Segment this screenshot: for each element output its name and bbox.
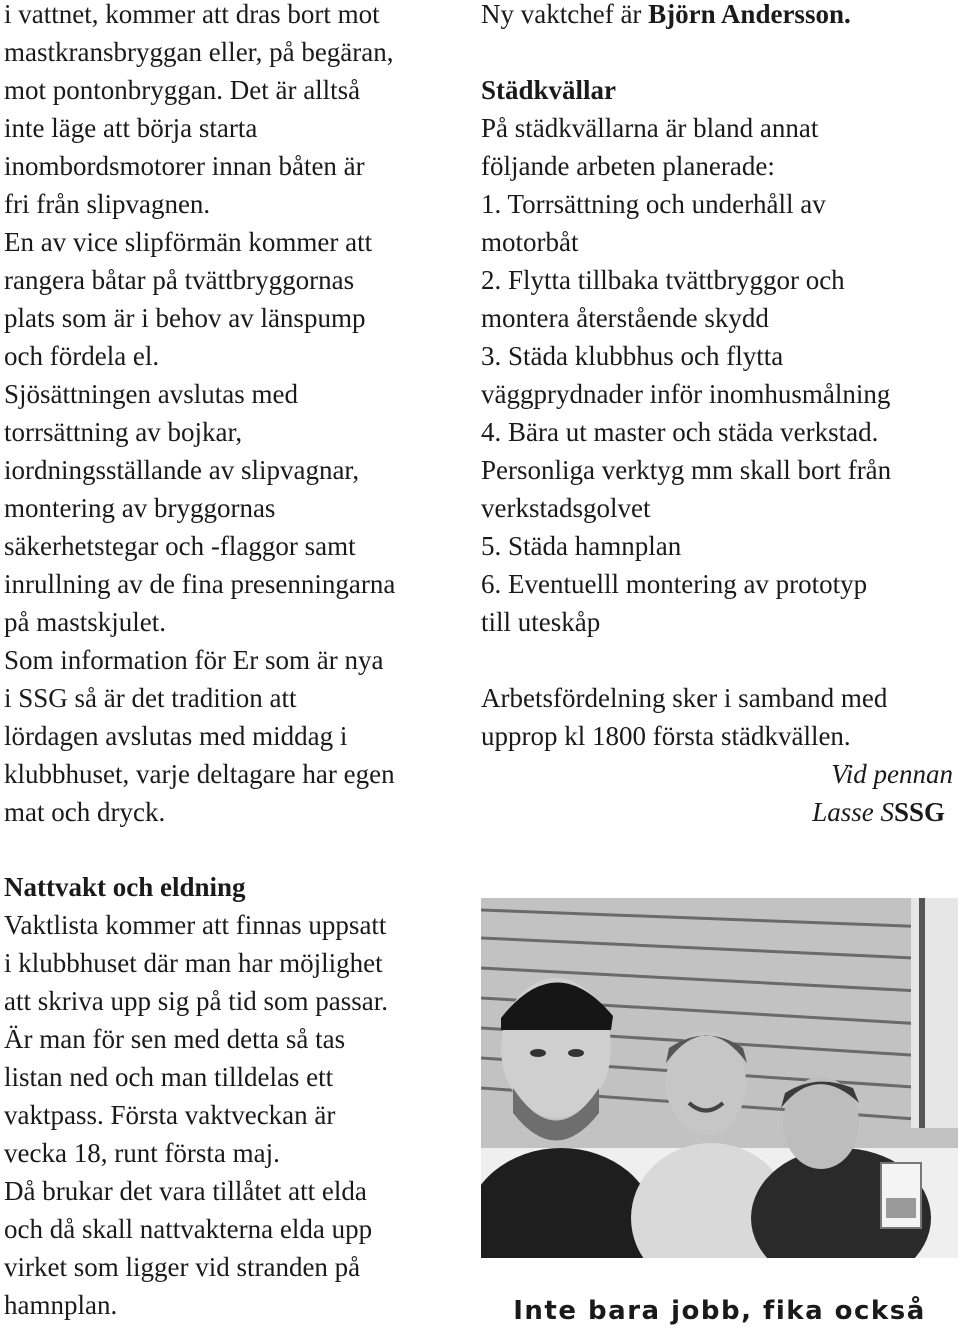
list-item: 3. Städa klubbhus och flytta: [481, 341, 784, 371]
text-line: mat och dryck.: [4, 797, 166, 827]
list-item: verkstadsgolvet: [481, 493, 651, 523]
list-item: På städkvällarna är bland annat: [481, 113, 819, 143]
text-line: virket som ligger vid stranden på: [4, 1252, 361, 1282]
text-line: listan ned och man tilldelas ett: [4, 1062, 334, 1092]
text-line: inombordsmotorer innan båten är: [4, 151, 365, 181]
list-item: 2. Flytta tillbaka tvättbryggor och: [481, 265, 845, 295]
text-line: på mastskjulet.: [4, 607, 166, 637]
text-line: i SSG så är det tradition att: [4, 683, 297, 713]
text-line: En av vice slipförmän kommer att: [4, 227, 373, 257]
section-heading-nattvakt: Nattvakt och eldning: [4, 872, 246, 902]
text-line: Då brukar det vara tillåtet att elda: [4, 1176, 367, 1206]
closing-text: Arbetsfördelning sker i samband med: [481, 683, 888, 713]
text-line: inrullning av de fina presenningarna: [4, 569, 396, 599]
photo-caption: Inte bara jobb, fika också: [513, 1296, 926, 1326]
list-item: väggprydnader inför inomhusmålning: [481, 379, 891, 409]
text-line: inte läge att börja starta: [4, 113, 258, 143]
text-line: rangera båtar på tvättbryggornas: [4, 265, 355, 295]
photo-illustration: [481, 898, 958, 1258]
text-line: i klubbhuset där man har möjlighet: [4, 948, 383, 978]
text-line: vaktpass. Första vaktveckan är: [4, 1100, 336, 1130]
text-line: vecka 18, runt första maj.: [4, 1138, 280, 1168]
text-line: och fördela el.: [4, 341, 160, 371]
list-item: motorbåt: [481, 227, 579, 257]
text-line: lördagen avslutas med middag i: [4, 721, 348, 751]
text-line: Vaktlista kommer att finnas uppsatt: [4, 910, 387, 940]
closing-text: upprop kl 1800 första städkvällen.: [481, 721, 851, 751]
list-item: 5. Städa hamnplan: [481, 531, 682, 561]
list-item: 4. Bära ut master och städa verkstad.: [481, 417, 879, 447]
text-line: klubbhuset, varje deltagare har egen: [4, 759, 395, 789]
night-watch-section: [4, 868, 464, 1328]
list-item: till uteskåp: [481, 607, 601, 637]
signature-line: Vid pennan: [831, 759, 953, 789]
section-heading-stadkvallar: Städkvällar: [481, 75, 617, 105]
text-line: hamnplan.: [4, 1290, 118, 1320]
text-line: i vattnet, kommer att dras bort mot: [4, 0, 380, 29]
signature-name: [812, 793, 945, 831]
text-line: iordningsställande av slipvagnar,: [4, 455, 360, 485]
text-line: och då skall nattvakterna elda upp: [4, 1214, 373, 1244]
right-column: [481, 0, 957, 835]
list-item: Personliga verktyg mm skall bort från: [481, 455, 892, 485]
left-column: [4, 0, 464, 835]
text-line: säkerhetstegar och -flaggor samt: [4, 531, 356, 561]
text-line: Sjösättningen avslutas med: [4, 379, 298, 409]
text-line: att skriva upp sig på tid som passar.: [4, 986, 388, 1016]
text-line: mot pontonbryggan. Det är alltså: [4, 75, 361, 105]
signature-club: SSG: [893, 797, 945, 827]
text-line: Som information för Er som är nya: [4, 645, 384, 675]
list-item: 6. Eventuelll montering av prototyp: [481, 569, 868, 599]
text-line: Är man för sen med detta så tas: [4, 1024, 346, 1054]
text-line: fri från slipvagnen.: [4, 189, 211, 219]
group-photo: [481, 898, 958, 1258]
list-item: montera återstående skydd: [481, 303, 769, 333]
text-line: plats som är i behov av länspump: [4, 303, 366, 333]
list-item: följande arbeten planerade:: [481, 151, 775, 181]
list-item: 1. Torrsättning och underhåll av: [481, 189, 826, 219]
text-line: torrsättning av bojkar,: [4, 417, 243, 447]
new-chief-prefix: Ny vaktchef är: [481, 0, 649, 29]
signature-name-text: Lasse S: [812, 797, 894, 827]
text-line: mastkransbryggan eller, på begäran,: [4, 37, 394, 67]
text-line: montering av bryggornas: [4, 493, 276, 523]
new-chief-name: Björn Andersson.: [648, 0, 851, 29]
new-chief-line: [481, 0, 851, 33]
